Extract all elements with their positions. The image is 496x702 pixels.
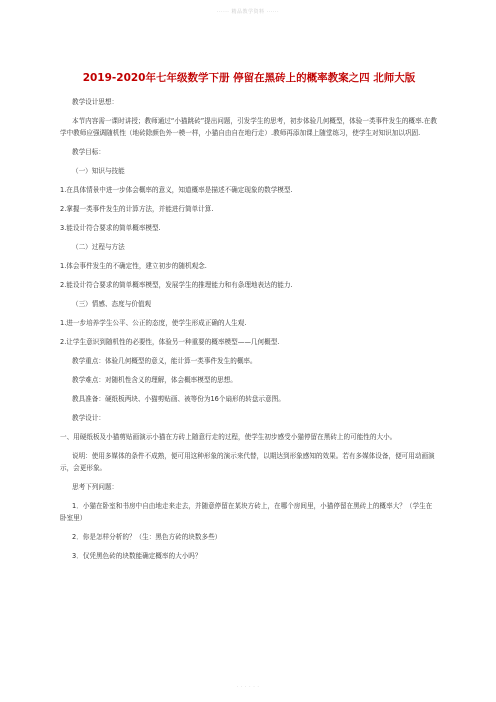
paragraph-question-3: 3．仅凭黑色砖的块数能确定概率的大小吗？ (72, 552, 202, 560)
footer-watermark: · · · · · · (236, 684, 260, 690)
paragraph-emotion-2: 2.让学生意识到随机性的必要性，体验另一种重要的概率模型——几何概型. (60, 338, 280, 346)
paragraph-design-heading: 教学设计思想： (72, 98, 119, 106)
paragraph-knowledge-heading: （一）知识与技能 (72, 167, 125, 175)
document-title: 2019-2020年七年级数学下册 停留在黑砖上的概率教案之四 北师大版 (82, 72, 416, 84)
paragraph-design-body: 本节内容需一课时讲授；教师通过“小猫跳砖”提出问题，引发学生的思考，初步体验几何概型，体验一类事件发生的概率.在教学中教师应强调随机性（地砖除颜色外一模一样，小猫自由自在地行走）.教师再添加课上随堂练习，使学生对知识加以巩固. (60, 117, 437, 137)
paragraph-difficulty: 教学难点：对随机性含义的理解，体会概率模型的思想。 (72, 376, 237, 384)
paragraph-emotion-heading: （三）情感、态度与价值观 (72, 300, 152, 308)
paragraph-note: 说明：使用多媒体的条件不成熟，便可用这种形象的演示来代替，以期达到形象感知的效果。若有多媒体设备，便可用动画演示，会更形象。 (60, 452, 435, 472)
paragraph-key-point: 教学重点：体验几何概型的意义，能计算一类事件发生的概率。 (72, 357, 257, 365)
paragraph-process-heading: （二）过程与方法 (72, 243, 125, 251)
paragraph-step-one: 一、用硬纸板及小猫剪贴画演示小猫在方砖上随意行走的过程，使学生初步感受小猫停留在黑砖上的可能性的大小。 (60, 433, 397, 441)
paragraph-knowledge-1: 1.在具体情景中进一步体会概率的意义，知道概率是描述不确定现象的数学模型. (60, 186, 293, 194)
paragraph-teaching-design-heading: 教学设计： (72, 414, 105, 422)
paragraph-question-1: 1．小猫在卧室和书房中自由地走来走去，并随意停留在某块方砖上，在哪个房间里，小猫停留在黑砖上的概率大？（学生在卧室里） (60, 502, 433, 522)
paragraph-emotion-1: 1.进一步培养学生公平、公正的态度，使学生形成正确的人生观. (60, 319, 247, 327)
paragraph-question-2: 2．你是怎样分析的？（生：黑色方砖的块数多些） (72, 533, 222, 541)
paragraph-process-2: 2.能设计符合要求的简单概率模型，发展学生的推理能力和有条理地表达的能力. (60, 281, 293, 289)
paragraph-knowledge-3: 3.能设计符合要求的简单概率模型. (60, 224, 161, 232)
document-body (60, 68, 438, 565)
paragraph-process-1: 1.体会事件发生的不确定性，建立初步的随机观念. (60, 262, 207, 270)
header-watermark: ······ 精品教学资料 ······ (216, 9, 280, 15)
paragraph-objectives-heading: 教学目标： (72, 148, 105, 156)
paragraph-knowledge-2: 2.掌握一类事件发生的计算方法，并能进行简单计算. (60, 205, 214, 213)
paragraph-questions-heading: 思考下列问题： (72, 483, 119, 491)
paragraph-materials: 教具准备：硬纸板两块、小猫剪贴画、被等份为16个扇形的转盘示意图。 (72, 395, 285, 403)
